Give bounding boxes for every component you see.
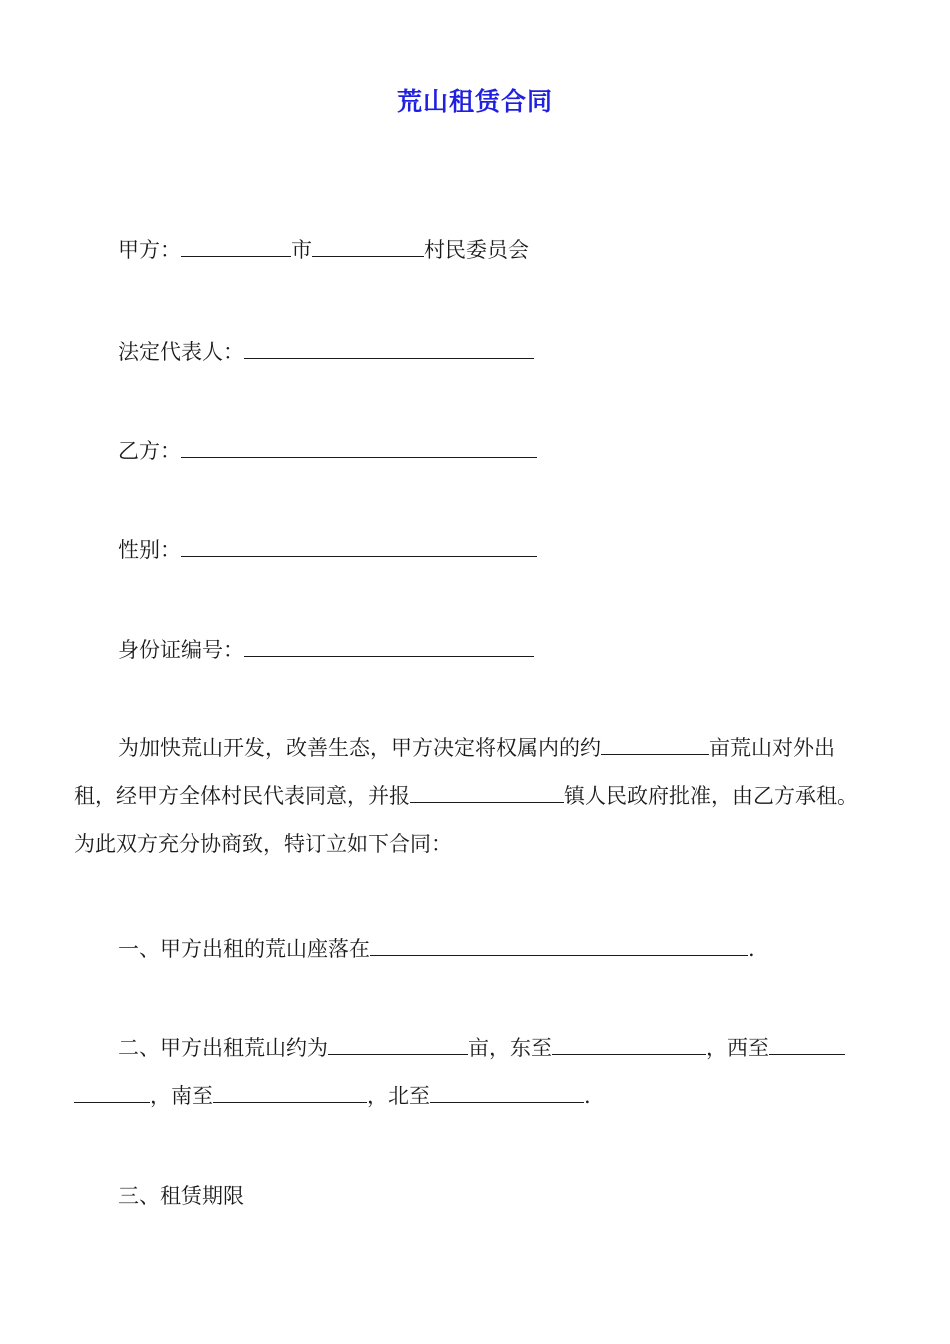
rent-area-blank[interactable] — [328, 1036, 468, 1055]
gender-blank[interactable] — [181, 538, 537, 557]
legal-rep-line — [118, 340, 534, 364]
clause-2-text-5: ，北至 — [367, 1084, 430, 1108]
gender-label: 性别： — [118, 538, 181, 562]
party-b-label: 乙方： — [118, 439, 181, 463]
area-blank[interactable] — [601, 736, 709, 755]
preamble-text-1b: 亩荒山对外出 — [709, 736, 835, 760]
clause-2-end: . — [584, 1084, 591, 1108]
gender-line — [118, 538, 537, 562]
south-boundary-blank[interactable] — [213, 1084, 367, 1103]
clause-2-text-3: ，西至 — [706, 1036, 769, 1060]
party-a-committee-suffix: 村民委员会 — [424, 238, 529, 262]
party-a-city-blank[interactable] — [181, 238, 291, 257]
legal-rep-blank[interactable] — [244, 340, 534, 359]
west-boundary-blank-start[interactable] — [769, 1036, 845, 1055]
clause-2-text-1: 二、甲方出租荒山约为 — [118, 1036, 328, 1060]
legal-rep-label: 法定代表人： — [118, 340, 244, 364]
clause-2-line-2 — [74, 1072, 894, 1120]
preamble-line-2 — [74, 772, 894, 820]
north-boundary-blank[interactable] — [430, 1084, 584, 1103]
town-blank[interactable] — [410, 784, 564, 803]
clause-3-text: 三、租赁期限 — [118, 1184, 244, 1208]
id-number-blank[interactable] — [244, 638, 534, 657]
document-title: 荒山租赁合同 — [396, 87, 553, 116]
party-a-label: 甲方： — [118, 238, 181, 262]
clause-2-line-1 — [74, 1024, 894, 1072]
id-number-line — [118, 638, 534, 662]
party-b-line — [118, 439, 537, 463]
clause-2-text-2: 亩，东至 — [468, 1036, 552, 1060]
clause-3 — [118, 1184, 244, 1208]
party-a-city-suffix: 市 — [291, 238, 312, 262]
clause-1-text: 一、甲方出租的荒山座落在 — [118, 937, 370, 961]
preamble-text-2b: 镇人民政府批准，由乙方承租。 — [564, 784, 858, 808]
preamble-line-3: 为此双方充分协商致，特订立如下合同： — [74, 832, 452, 856]
party-a-village-blank[interactable] — [312, 238, 424, 257]
preamble-text-2a: 租，经甲方全体村民代表同意，并报 — [74, 784, 410, 808]
clause-1-end: . — [748, 937, 755, 961]
location-blank[interactable] — [370, 937, 748, 956]
preamble-paragraph — [74, 724, 894, 868]
id-number-label: 身份证编号： — [118, 638, 244, 662]
east-boundary-blank[interactable] — [552, 1036, 706, 1055]
preamble-text-1a: 为加快荒山开发，改善生态，甲方决定将权属内的约 — [118, 736, 601, 760]
party-a-line — [118, 238, 529, 262]
clause-1 — [118, 937, 755, 961]
party-b-blank[interactable] — [181, 439, 537, 458]
west-boundary-blank-end[interactable] — [74, 1084, 150, 1103]
clause-2 — [74, 1024, 894, 1120]
preamble-line-1 — [74, 724, 894, 772]
clause-2-text-4: ，南至 — [150, 1084, 213, 1108]
